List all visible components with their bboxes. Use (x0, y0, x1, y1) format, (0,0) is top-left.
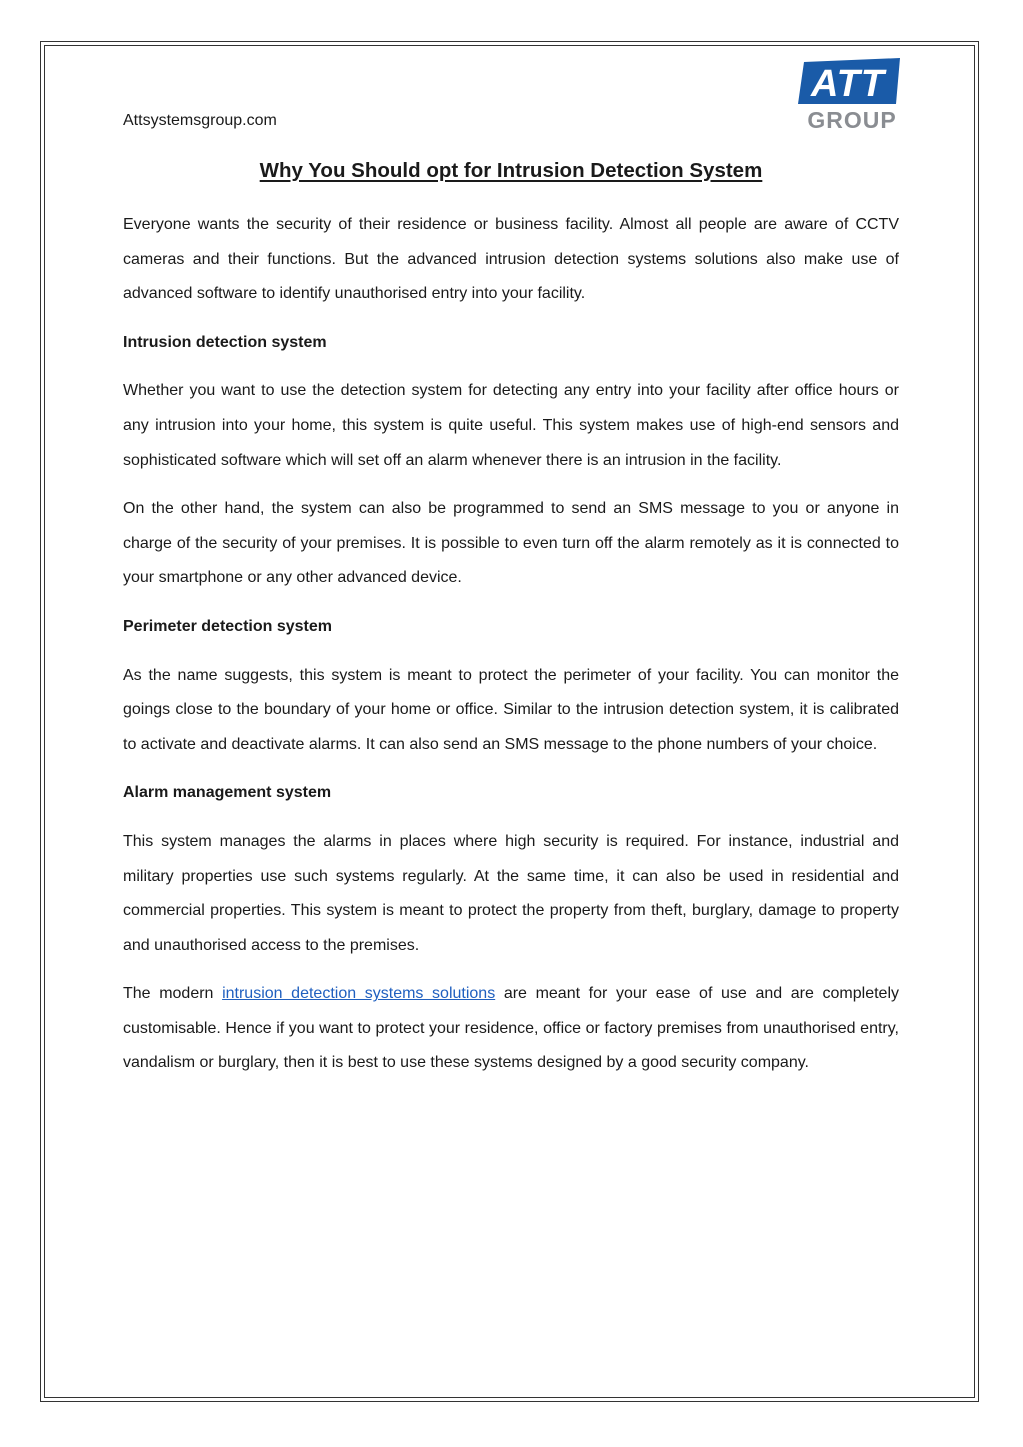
logo-text-top: ATT (810, 63, 886, 105)
intrusion-solutions-link[interactable]: intrusion detection systems solutions (222, 985, 496, 1003)
section-heading-intrusion: Intrusion detection system (123, 333, 327, 351)
closing-paragraph (123, 977, 899, 1081)
att-group-logo (796, 58, 902, 130)
section-heading-alarm: Alarm management system (123, 784, 332, 802)
alarm-paragraph: This system manages the alarms in places where high security is required. For instance, industrial and military properties use such systems regularly. At the same time, it can also be used in residential and commercial properties. This system is meant to protect the property from theft, burglary, damage to property and unauthorised access to the premises. (123, 832, 899, 954)
document-body (123, 208, 899, 1095)
site-header: Attsystemsgroup.com (123, 112, 277, 129)
intrusion-paragraph-2: On the other hand, the system can also be programmed to send an SMS message to you or anyone in charge of the security of your premises. It is possible to even turn off the alarm remotely as it is connected to your smartphone or any other advanced device. (123, 500, 899, 587)
perimeter-paragraph: As the name suggests, this system is meant to protect the perimeter of your facility. You can monitor the goings close to the boundary of your home or office. Similar to the intrusion detection system, it is calibrated to activate and deactivate alarms. It can also send an SMS message to the phone numbers of your choice. (123, 666, 899, 753)
logo-text-bottom: GROUP (807, 107, 897, 130)
section-heading-perimeter: Perimeter detection system (123, 617, 332, 635)
intro-paragraph: Everyone wants the security of their residence or business facility. Almost all people are aware of CCTV cameras and their functions. But the advanced intrusion detection systems solutions also make use of advanced software to identify unauthorised entry into your facility. (123, 216, 899, 303)
intrusion-paragraph-1: Whether you want to use the detection system for detecting any entry into your facility after office hours or any intrusion into your home, this system is quite useful. This system makes use of high-end sensors and sophisticated software which will set off an alarm whenever there is an intrusion in the facility. (123, 382, 899, 469)
document-title: Why You Should opt for Intrusion Detection System (259, 159, 763, 182)
closing-text-before-link: The modern (123, 985, 223, 1003)
closing-text-after-link: are meant for your ease of use and are completely customisable. Hence if you want to protect your residence, office or factory premises from unauthorised entry, vandalism or burglary, then it is best to use these systems designed by a good security company. (123, 985, 899, 1072)
